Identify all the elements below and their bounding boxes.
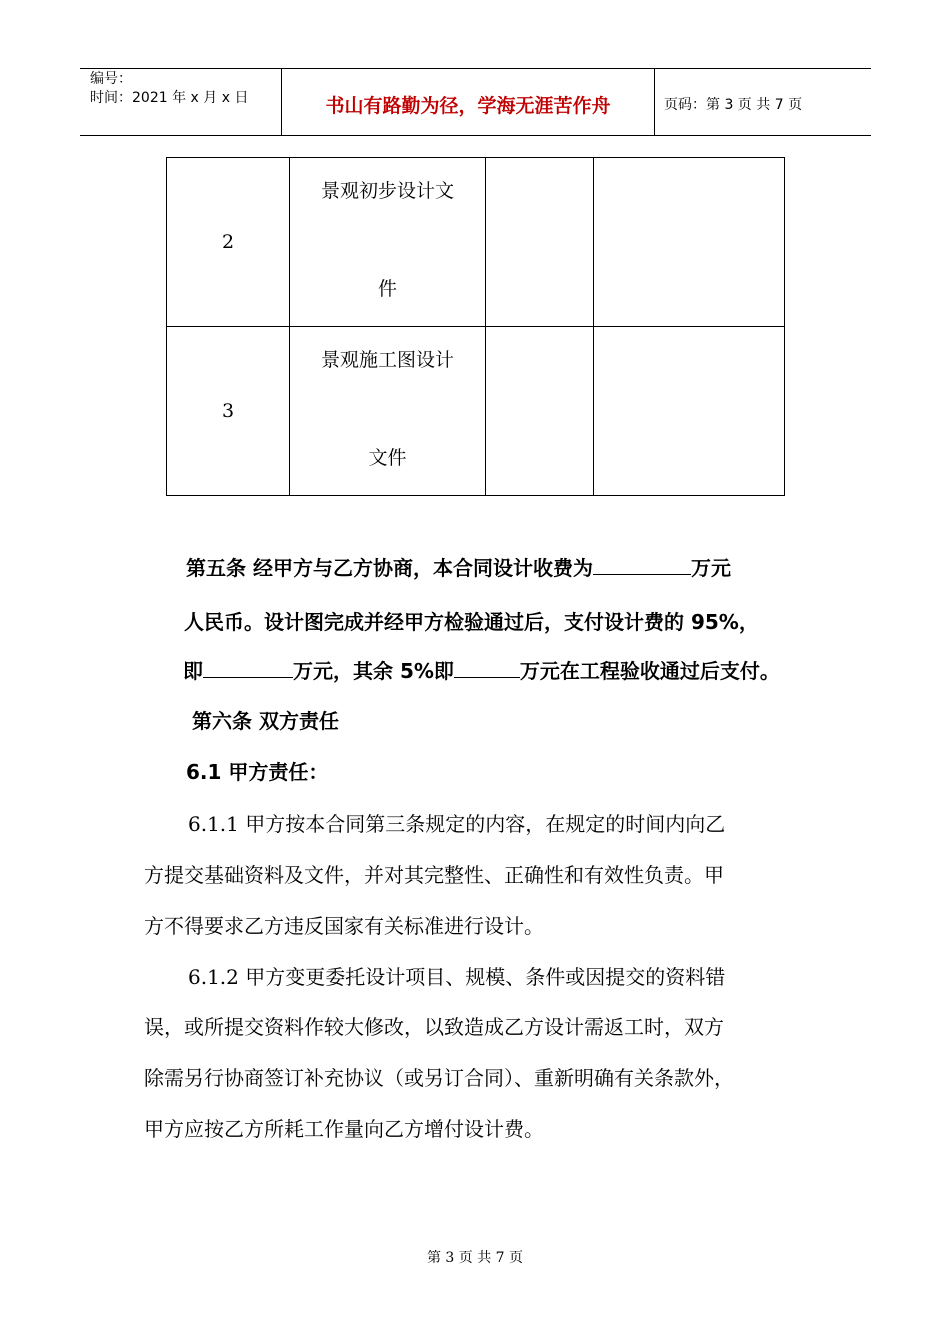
article5-line1 [186, 552, 731, 581]
table-row [167, 158, 785, 327]
article5-text: 万元 [690, 556, 731, 580]
paragraph-line: 除需另行协商签订补充协议（或另订合同）、重新明确有关条款外， [144, 1066, 734, 1090]
row-item-name [290, 158, 486, 327]
paragraph-line: 6.1.2 甲方变更委托设计项目、规模、条件或因提交的资料错 [188, 965, 726, 989]
header-bottom-rule [80, 135, 871, 136]
row-item-name-line: 文件 [368, 447, 407, 469]
header-top-rule [80, 68, 871, 69]
article6-title: 第六条 双方责任 [192, 709, 339, 733]
row-number: 3 [167, 327, 290, 496]
row-item-name-line: 景观施工图设计 [320, 349, 454, 371]
section-6-1-title: 6.1 甲方责任： [186, 760, 329, 784]
row-item-name-line: 件 [377, 278, 397, 300]
paragraph-line: 甲方应按乙方所耗工作量向乙方增付设计费。 [144, 1117, 544, 1141]
paragraph-line: 方不得要求乙方违反国家有关标准进行设计。 [144, 914, 544, 938]
article5-text: 万元，其余 5%即 [293, 659, 454, 683]
row-item-name-line: 景观初步设计文 [320, 180, 454, 202]
header-page-info: 页码：第 3 页 共 7 页 [664, 97, 803, 113]
row-item-name [290, 327, 486, 496]
paragraph-line: 方提交基础资料及文件，并对其完整性、正确性和有效性负责。甲 [144, 863, 724, 887]
deliverables-table [166, 157, 785, 496]
article5-text: 第五条 经甲方与乙方协商，本合同设计收费为 [186, 556, 593, 580]
doc-number-label: 编号： [90, 71, 132, 87]
doc-date: 时间：2021 年 x 月 x 日 [90, 90, 249, 106]
row-number: 2 [167, 158, 290, 327]
row-empty-cell [594, 158, 785, 327]
row-empty-cell [486, 158, 594, 327]
amount-blank [203, 657, 293, 678]
row-empty-cell [594, 327, 785, 496]
amount-blank [454, 657, 520, 678]
fee-blank [593, 554, 691, 575]
table-row [167, 327, 785, 496]
header-meta [90, 70, 248, 108]
header-divider [654, 69, 655, 136]
article5-text: 万元在工程验收通过后支付。 [519, 659, 780, 683]
page-footer: 第 3 页 共 7 页 [426, 1250, 524, 1266]
paragraph-line: 误，或所提交资料作较大修改，以致造成乙方设计需返工时，双方 [144, 1015, 724, 1039]
article5-line2: 人民币。设计图完成并经甲方检验通过后，支付设计费的 95%， [184, 610, 759, 634]
article5-text: 即 [183, 659, 203, 683]
row-empty-cell [486, 327, 594, 496]
header-motto: 书山有路勤为径，学海无涯苦作舟 [325, 95, 611, 117]
paragraph-line: 6.1.1 甲方按本合同第三条规定的内容，在规定的时间内向乙 [188, 812, 726, 836]
article5-line3 [183, 655, 780, 684]
